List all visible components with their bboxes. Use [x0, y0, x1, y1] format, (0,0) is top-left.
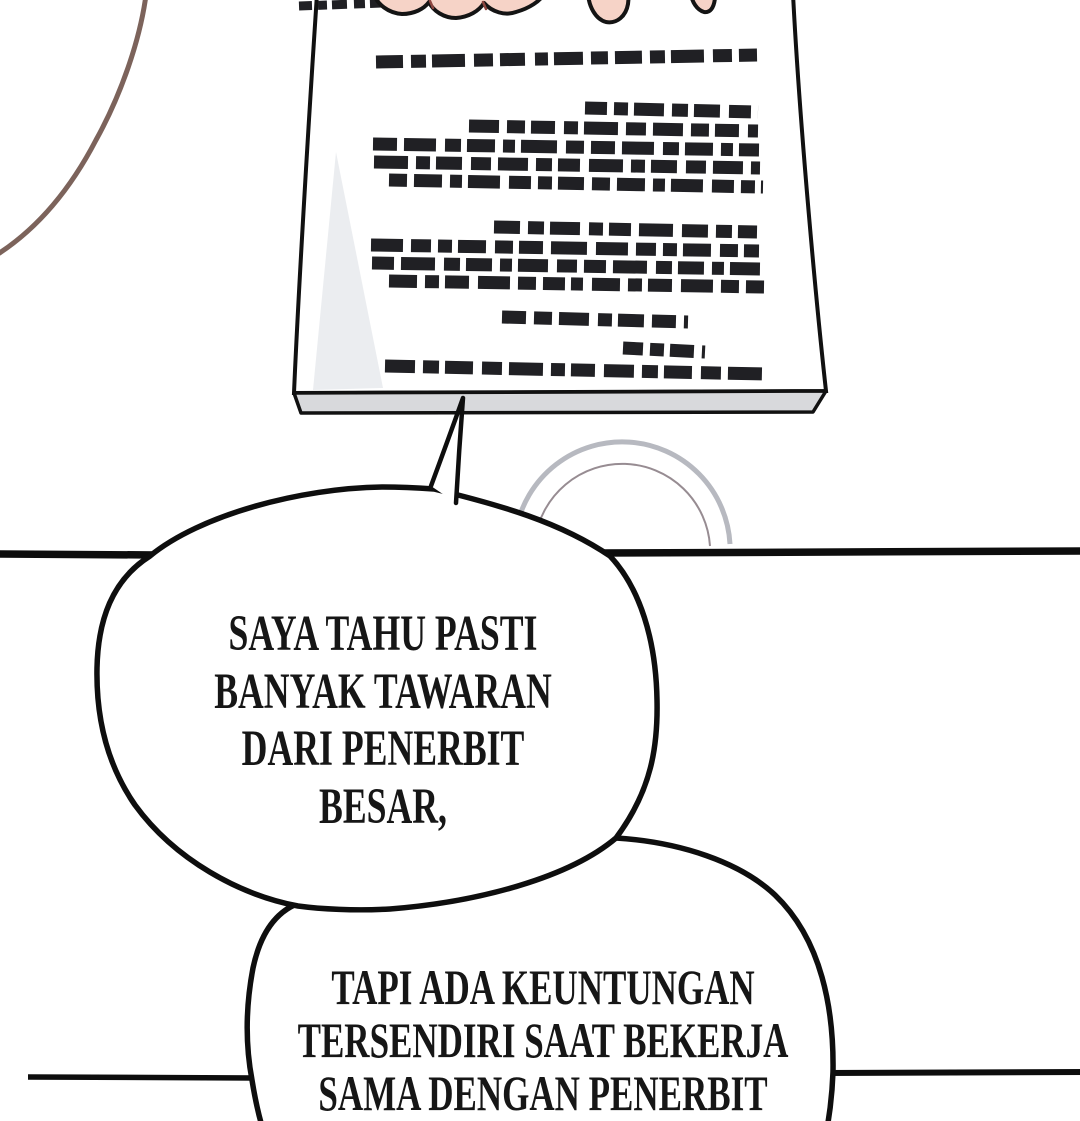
- bubble2-line: TERSENDIRI SAAT BEKERJA: [297, 1012, 789, 1068]
- bottom-edge-left: [28, 1077, 258, 1078]
- hair-strand: [0, 0, 146, 254]
- speech-bubble-1-text: [214, 606, 552, 836]
- bubble1-line: BANYAK TAWARAN: [214, 663, 552, 720]
- bubble1-line: BESAR,: [319, 778, 447, 835]
- table-edge-left: [0, 554, 158, 555]
- bubble1-line: SAYA TAHU PASTI: [228, 606, 538, 662]
- bubble2-line: SAMA DENGAN PENERBIT: [318, 1065, 768, 1121]
- bottom-edge-right: [826, 1072, 1080, 1073]
- contract-document: [294, 0, 826, 413]
- paper-stack-edge: [294, 391, 826, 413]
- bubble1-line: DARI PENERBIT: [241, 721, 525, 777]
- bubble2-line: TAPI ADA KEUNTUNGAN: [331, 959, 755, 1015]
- speech-bubble-2-text: [298, 961, 789, 1120]
- table-edge-right: [596, 551, 1080, 553]
